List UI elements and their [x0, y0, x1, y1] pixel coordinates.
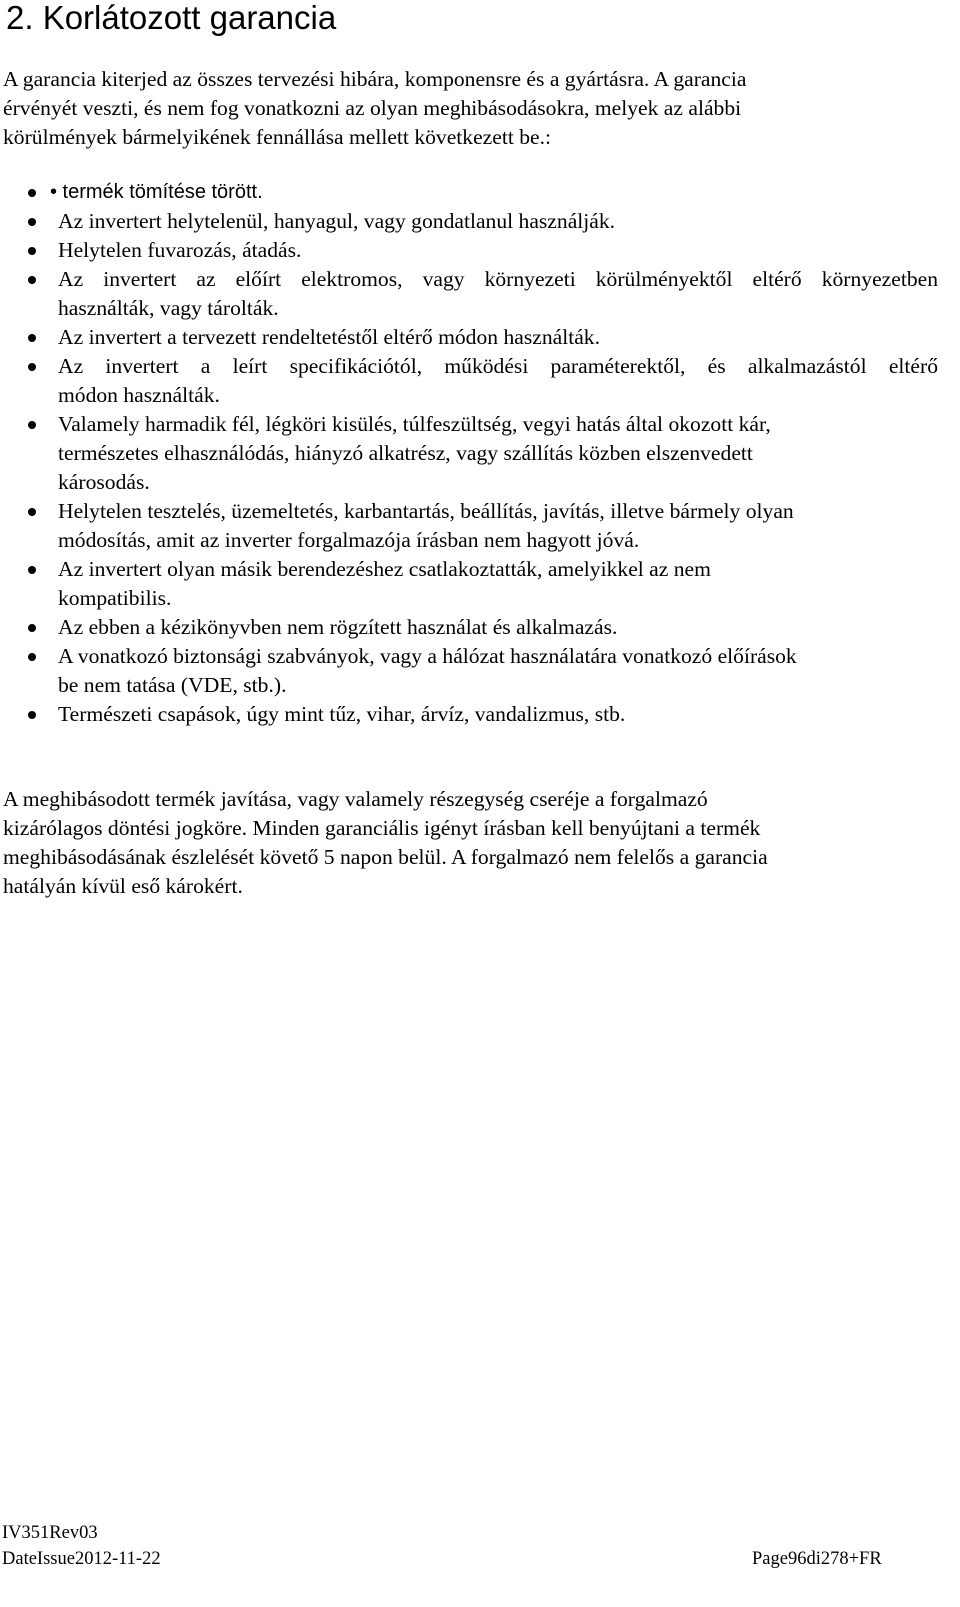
bullet-icon [28, 276, 36, 284]
list-item [0, 265, 950, 323]
list-item-line: Az invertert olyan másik berendezéshez csatlakoztatták, amelyikkel az nem [58, 557, 711, 581]
document-code: IV351Rev03 [2, 1523, 98, 1543]
list-item-line: A vonatkozó biztonsági szabványok, vagy a hálózat használatára vonatkozó előírások [58, 644, 797, 668]
list-item-line: Helytelen fuvarozás, átadás. [58, 238, 302, 262]
list-item [0, 613, 950, 642]
list-item-line: Az invertert a leírt specifikációtól, működési paraméterektől, és alkalmazástól eltérő [58, 354, 938, 378]
list-item-line: módosítás, amit az inverter forgalmazója írásban nem hagyott jóvá. [58, 528, 640, 552]
list-item-line: Az invertert helytelenül, hanyagul, vagy gondatlanul használják. [58, 209, 616, 233]
intro-line: A garancia kiterjed az összes tervezési hibára, komponensre és a gyártásra. A garancia [3, 67, 747, 91]
list-item [0, 352, 950, 410]
list-item-line: Az invertert a tervezett rendeltetéstől eltérő módon használták. [58, 325, 601, 349]
list-item [0, 700, 950, 729]
list-item [0, 323, 950, 352]
list-item [0, 642, 950, 700]
list-item [0, 497, 950, 555]
bullet-icon [28, 189, 36, 197]
intro-paragraph [3, 65, 903, 152]
list-item-line: használták, vagy tárolták. [58, 296, 279, 320]
exclusion-list [0, 178, 950, 729]
bullet-icon [28, 624, 36, 632]
closing-line: meghibásodásának észlelését követő 5 napon belül. A forgalmazó nem felelős a garancia [3, 845, 768, 869]
list-item [0, 555, 950, 613]
list-item-line: Az ebben a kézikönyvben nem rögzített használat és alkalmazás. [58, 615, 618, 639]
closing-paragraph [3, 785, 923, 901]
list-item-line: be nem tatása (VDE, stb.). [58, 673, 287, 697]
bullet-icon [28, 334, 36, 342]
section-title: 2. Korlátozott garancia [6, 0, 337, 36]
closing-line: kizárólagos döntési jogköre. Minden garanciális igényt írásban kell benyújtani a termék [3, 816, 761, 840]
bullet-icon [28, 508, 36, 516]
list-item [0, 410, 950, 497]
list-item-line: kompatibilis. [58, 586, 172, 610]
closing-line: A meghibásodott termék javítása, vagy valamely részegység cseréje a forgalmazó [3, 787, 708, 811]
list-item [0, 207, 950, 236]
list-item-line: Természeti csapások, úgy mint tűz, vihar, árvíz, vandalizmus, stb. [58, 702, 626, 726]
bullet-icon [28, 711, 36, 719]
page-number: Page96di278+FR [752, 1549, 882, 1569]
bullet-icon [28, 247, 36, 255]
list-item-line: • termék tömítése törött. [50, 181, 263, 203]
list-item-line: károsodás. [58, 470, 150, 494]
closing-line: hatályán kívül eső károkért. [3, 874, 243, 898]
bullet-icon [28, 653, 36, 661]
list-item [0, 178, 950, 207]
list-item-line: Valamely harmadik fél, légköri kisülés, túlfeszültség, vegyi hatás által okozott kár, [58, 412, 771, 436]
bullet-icon [28, 218, 36, 226]
intro-line: körülmények bármelyikének fennállása mellett következett be.: [3, 125, 552, 149]
list-item-line: Az invertert az előírt elektromos, vagy környezeti körülményektől eltérő környezetben [58, 267, 938, 291]
bullet-icon [28, 363, 36, 371]
bullet-icon [28, 421, 36, 429]
list-item [0, 236, 950, 265]
list-item-line: módon használták. [58, 383, 220, 407]
bullet-icon [28, 566, 36, 574]
issue-date: DateIssue2012-11-22 [2, 1549, 161, 1569]
footer-document-info [2, 1520, 161, 1572]
intro-line: érvényét veszti, és nem fog vonatkozni az olyan meghibásodásokra, melyek az alábbi [3, 96, 742, 120]
list-item-line: Helytelen tesztelés, üzemeltetés, karbantartás, beállítás, javítás, illetve bármely olyan [58, 499, 794, 523]
list-item-line: természetes elhasználódás, hiányzó alkatrész, vagy szállítás közben elszenvedett [58, 441, 753, 465]
